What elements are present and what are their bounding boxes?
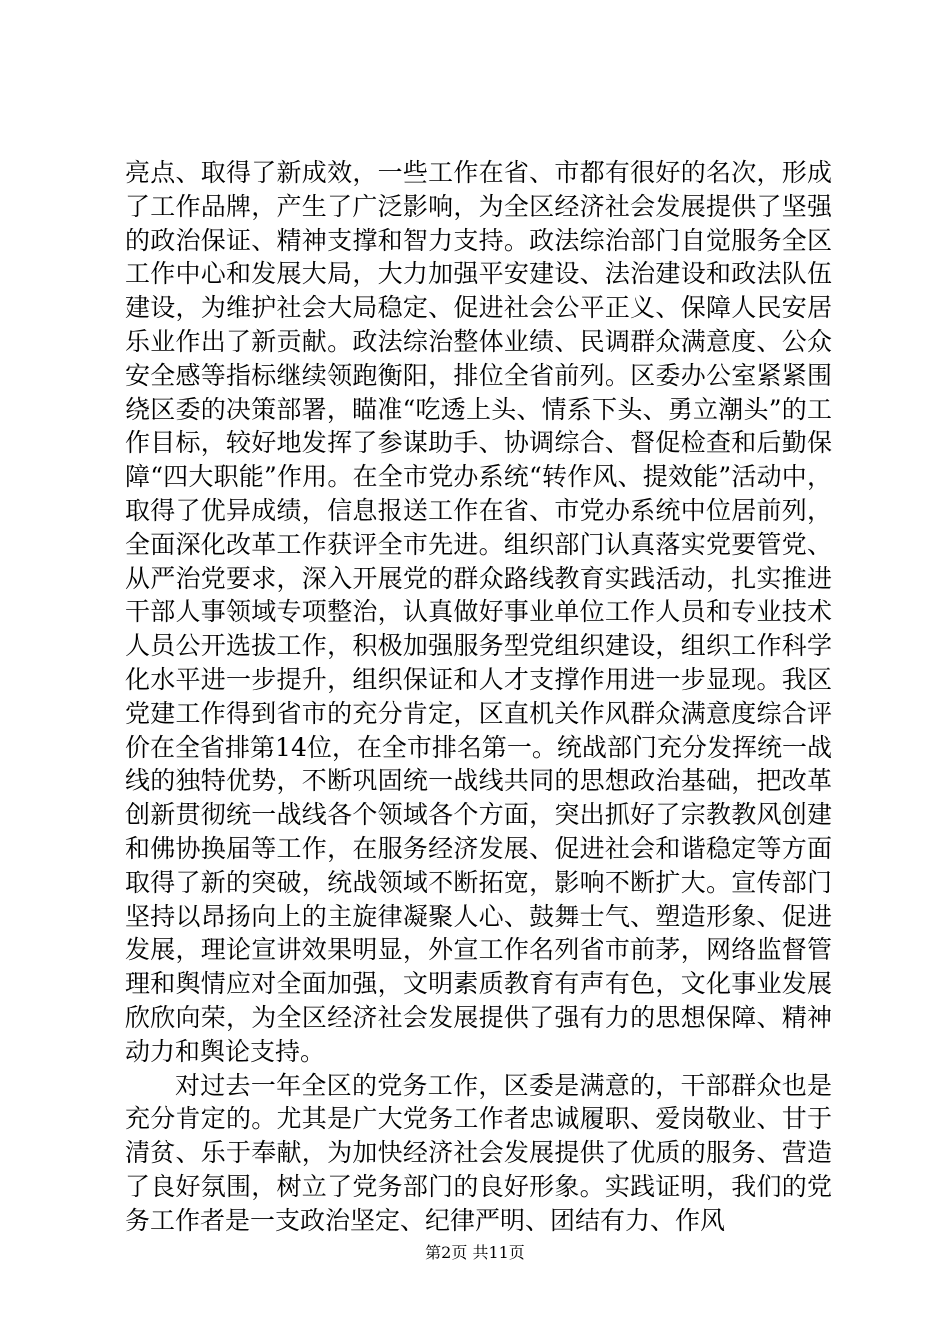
body-text [125, 156, 832, 1238]
page-footer [0, 1243, 950, 1263]
paragraph-continued: 亮点、取得了新成效，一些工作在省、市都有很好的名次，形成了工作品牌，产生了广泛影响，为全区经济社会发展提供了坚强的政治保证、精神支撑和智力支持。政法综治部门自觉服务全区工作中心和发展大局，大力加强平安建设、法治建设和政法队伍建设，为维护社会大局稳定、促进社会公平正义、保障人民安居乐业作出了新贡献。政法综治整体业绩、民调群众满意度、公众安全感等指标继续领跑衡阳，排位全省前列。区委办公室紧紧围绕区委的决策部署，瞄准“吃透上头、情系下头、勇立潮头”的工作目标，较好地发挥了参谋助手、协调综合、督促检查和后勤保障“四大职能”作用。在全市党办系统“转作风、提效能”活动中，取得了优异成绩，信息报送工作在省、市党办系统中位居前列，全面深化改革工作获评全市先进。组织部门认真落实党要管党、从严治党要求，深入开展党的群众路线教育实践活动，扎实推进干部人事领域专项整治，认真做好事业单位工作人员和专业技术人员公开选拔工作，积极加强服务型党组织建设，组织工作科学化水平进一步提升，组织保证和人才支撑作用进一步显现。我区党建工作得到省市的充分肯定，区直机关作风群众满意度综合评价在全省排第14位，在全市排名第一。统战部门充分发挥统一战线的独特优势，不断巩固统一战线共同的思想政治基础，把改革创新贯彻统一战线各个领域各个方面，突出抓好了宗教教风创建和佛协换届等工作，在服务经济发展、促进社会和谐稳定等方面取得了新的突破，统战领域不断拓宽，影响不断扩大。宣传部门坚持以昂扬向上的主旋律凝聚人心、鼓舞士气、塑造形象、促进发展，理论宣讲效果明显，外宣工作名列省市前茅，网络监督管理和舆情应对全面加强，文明素质教育有声有色，文化事业发展欣欣向荣，为全区经济社会发展提供了强有力的思想保障、精神动力和舆论支持。 [125, 158, 832, 1066]
paragraph: 对过去一年全区的党务工作，区委是满意的，干部群众也是充分肯定的。尤其是广大党务工作者忠诚履职、爱岗敬业、甘于清贫、乐于奉献，为加快经济社会发展提供了优质的服务、营造了良好氛围，树立了党务部门的良好形象。实践证明，我们的党务工作者是一支政治坚定、纪律严明、团结有力、作风 [125, 1070, 832, 1235]
page-number: 第2页 共11页 [425, 1243, 525, 1262]
